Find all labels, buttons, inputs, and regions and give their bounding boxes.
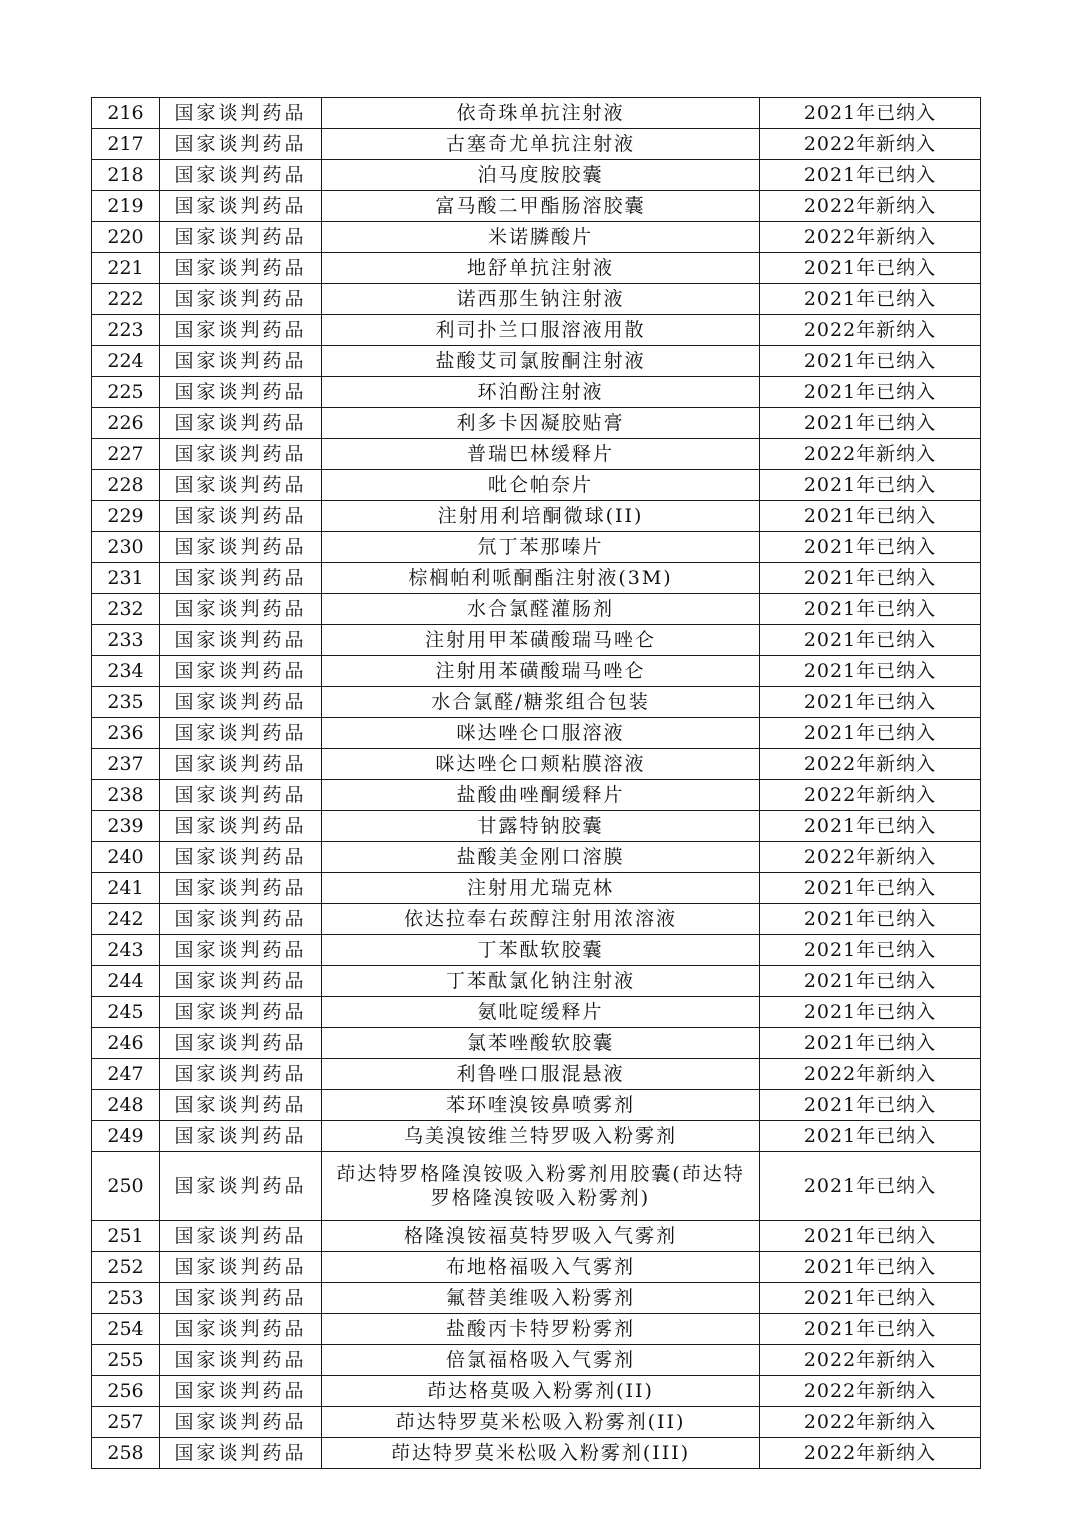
table-row xyxy=(92,749,981,780)
table-row xyxy=(92,625,981,656)
row-status-cell: 2022年新纳入 xyxy=(760,315,981,346)
row-drug-name-cell: 环泊酚注射液 xyxy=(322,377,760,408)
table-row xyxy=(92,1314,981,1345)
row-category-cell: 国家谈判药品 xyxy=(160,780,322,811)
row-status-cell: 2021年已纳入 xyxy=(760,1283,981,1314)
table-row xyxy=(92,1059,981,1090)
table-row xyxy=(92,160,981,191)
row-status-cell: 2021年已纳入 xyxy=(760,284,981,315)
row-category-cell: 国家谈判药品 xyxy=(160,966,322,997)
row-category-cell: 国家谈判药品 xyxy=(160,98,322,129)
row-category-cell: 国家谈判药品 xyxy=(160,842,322,873)
table-row xyxy=(92,129,981,160)
table-row xyxy=(92,904,981,935)
table-row xyxy=(92,1252,981,1283)
row-drug-name-cell: 盐酸艾司氯胺酮注射液 xyxy=(322,346,760,377)
row-number-cell: 251 xyxy=(92,1221,160,1252)
row-drug-name-cell: 依奇珠单抗注射液 xyxy=(322,98,760,129)
row-number-cell: 235 xyxy=(92,687,160,718)
row-category-cell: 国家谈判药品 xyxy=(160,408,322,439)
row-drug-name-cell: 乌美溴铵维兰特罗吸入粉雾剂 xyxy=(322,1121,760,1152)
table-row xyxy=(92,253,981,284)
row-number-cell: 255 xyxy=(92,1345,160,1376)
row-status-cell: 2021年已纳入 xyxy=(760,563,981,594)
row-number-cell: 228 xyxy=(92,470,160,501)
table-row xyxy=(92,501,981,532)
row-drug-name-cell: 注射用甲苯磺酸瑞马唑仑 xyxy=(322,625,760,656)
table-row xyxy=(92,1345,981,1376)
row-category-cell: 国家谈判药品 xyxy=(160,501,322,532)
row-status-cell: 2021年已纳入 xyxy=(760,718,981,749)
row-category-cell: 国家谈判药品 xyxy=(160,1059,322,1090)
row-drug-name-cell: 利鲁唑口服混悬液 xyxy=(322,1059,760,1090)
row-status-cell: 2021年已纳入 xyxy=(760,1152,981,1221)
row-drug-name-cell: 咪达唑仑口颊粘膜溶液 xyxy=(322,749,760,780)
table-row xyxy=(92,1376,981,1407)
row-drug-name-cell: 盐酸曲唑酮缓释片 xyxy=(322,780,760,811)
row-drug-name-cell: 盐酸美金刚口溶膜 xyxy=(322,842,760,873)
row-status-cell: 2022年新纳入 xyxy=(760,1376,981,1407)
row-drug-name-cell: 利多卡因凝胶贴膏 xyxy=(322,408,760,439)
row-status-cell: 2022年新纳入 xyxy=(760,1407,981,1438)
row-drug-name-cell: 水合氯醛灌肠剂 xyxy=(322,594,760,625)
row-number-cell: 241 xyxy=(92,873,160,904)
row-drug-name-cell: 诺西那生钠注射液 xyxy=(322,284,760,315)
table-row xyxy=(92,687,981,718)
row-category-cell: 国家谈判药品 xyxy=(160,904,322,935)
row-number-cell: 220 xyxy=(92,222,160,253)
row-number-cell: 237 xyxy=(92,749,160,780)
row-category-cell: 国家谈判药品 xyxy=(160,656,322,687)
row-status-cell: 2021年已纳入 xyxy=(760,594,981,625)
drug-list-table xyxy=(91,97,981,1469)
row-number-cell: 234 xyxy=(92,656,160,687)
table-row xyxy=(92,284,981,315)
row-drug-name-cell: 地舒单抗注射液 xyxy=(322,253,760,284)
row-number-cell: 233 xyxy=(92,625,160,656)
row-status-cell: 2021年已纳入 xyxy=(760,1252,981,1283)
row-number-cell: 216 xyxy=(92,98,160,129)
row-drug-name-cell: 水合氯醛/糖浆组合包装 xyxy=(322,687,760,718)
row-number-cell: 247 xyxy=(92,1059,160,1090)
row-category-cell: 国家谈判药品 xyxy=(160,935,322,966)
row-category-cell: 国家谈判药品 xyxy=(160,470,322,501)
row-status-cell: 2021年已纳入 xyxy=(760,904,981,935)
row-status-cell: 2021年已纳入 xyxy=(760,377,981,408)
row-category-cell: 国家谈判药品 xyxy=(160,315,322,346)
row-status-cell: 2021年已纳入 xyxy=(760,811,981,842)
row-number-cell: 245 xyxy=(92,997,160,1028)
row-number-cell: 239 xyxy=(92,811,160,842)
row-category-cell: 国家谈判药品 xyxy=(160,1221,322,1252)
row-category-cell: 国家谈判药品 xyxy=(160,1438,322,1469)
table-row xyxy=(92,470,981,501)
row-number-cell: 249 xyxy=(92,1121,160,1152)
row-drug-name-cell: 茚达特罗莫米松吸入粉雾剂(II) xyxy=(322,1407,760,1438)
row-status-cell: 2022年新纳入 xyxy=(760,129,981,160)
row-category-cell: 国家谈判药品 xyxy=(160,222,322,253)
row-drug-name-cell: 苯环喹溴铵鼻喷雾剂 xyxy=(322,1090,760,1121)
table-row xyxy=(92,191,981,222)
row-number-cell: 236 xyxy=(92,718,160,749)
row-category-cell: 国家谈判药品 xyxy=(160,377,322,408)
row-drug-name-cell: 丁苯酞氯化钠注射液 xyxy=(322,966,760,997)
row-drug-name-cell: 盐酸丙卡特罗粉雾剂 xyxy=(322,1314,760,1345)
row-drug-name-cell: 吡仑帕奈片 xyxy=(322,470,760,501)
row-number-cell: 227 xyxy=(92,439,160,470)
row-category-cell: 国家谈判药品 xyxy=(160,1121,322,1152)
row-number-cell: 221 xyxy=(92,253,160,284)
table-row xyxy=(92,594,981,625)
row-drug-name-cell: 咪达唑仑口服溶液 xyxy=(322,718,760,749)
row-number-cell: 258 xyxy=(92,1438,160,1469)
row-number-cell: 231 xyxy=(92,563,160,594)
table-row xyxy=(92,532,981,563)
table-row xyxy=(92,346,981,377)
table-row xyxy=(92,1283,981,1314)
row-drug-name-cell: 富马酸二甲酯肠溶胶囊 xyxy=(322,191,760,222)
row-number-cell: 246 xyxy=(92,1028,160,1059)
row-status-cell: 2022年新纳入 xyxy=(760,749,981,780)
row-category-cell: 国家谈判药品 xyxy=(160,1407,322,1438)
row-number-cell: 218 xyxy=(92,160,160,191)
row-drug-name-cell: 古塞奇尤单抗注射液 xyxy=(322,129,760,160)
row-drug-name-cell: 棕榈帕利哌酮酯注射液(3M) xyxy=(322,563,760,594)
row-category-cell: 国家谈判药品 xyxy=(160,997,322,1028)
row-number-cell: 229 xyxy=(92,501,160,532)
row-drug-name-cell: 泊马度胺胶囊 xyxy=(322,160,760,191)
row-number-cell: 225 xyxy=(92,377,160,408)
table-row xyxy=(92,315,981,346)
row-status-cell: 2021年已纳入 xyxy=(760,935,981,966)
row-drug-name-cell: 氨吡啶缓释片 xyxy=(322,997,760,1028)
row-number-cell: 232 xyxy=(92,594,160,625)
row-number-cell: 223 xyxy=(92,315,160,346)
row-status-cell: 2021年已纳入 xyxy=(760,98,981,129)
row-status-cell: 2021年已纳入 xyxy=(760,625,981,656)
row-status-cell: 2021年已纳入 xyxy=(760,1028,981,1059)
row-status-cell: 2022年新纳入 xyxy=(760,1345,981,1376)
row-status-cell: 2022年新纳入 xyxy=(760,780,981,811)
row-category-cell: 国家谈判药品 xyxy=(160,687,322,718)
row-category-cell: 国家谈判药品 xyxy=(160,811,322,842)
row-drug-name-cell: 利司扑兰口服溶液用散 xyxy=(322,315,760,346)
row-category-cell: 国家谈判药品 xyxy=(160,253,322,284)
row-status-cell: 2021年已纳入 xyxy=(760,1090,981,1121)
row-status-cell: 2022年新纳入 xyxy=(760,1438,981,1469)
row-drug-name-cell: 依达拉奉右莰醇注射用浓溶液 xyxy=(322,904,760,935)
table-row xyxy=(92,1152,981,1221)
row-number-cell: 252 xyxy=(92,1252,160,1283)
row-status-cell: 2021年已纳入 xyxy=(760,1221,981,1252)
row-category-cell: 国家谈判药品 xyxy=(160,1283,322,1314)
table-row xyxy=(92,1028,981,1059)
row-drug-name-cell: 普瑞巴林缓释片 xyxy=(322,439,760,470)
table-row xyxy=(92,408,981,439)
row-drug-name-cell: 米诺膦酸片 xyxy=(322,222,760,253)
row-number-cell: 226 xyxy=(92,408,160,439)
row-number-cell: 222 xyxy=(92,284,160,315)
row-status-cell: 2022年新纳入 xyxy=(760,842,981,873)
row-number-cell: 254 xyxy=(92,1314,160,1345)
row-status-cell: 2022年新纳入 xyxy=(760,191,981,222)
row-drug-name-cell: 氘丁苯那嗪片 xyxy=(322,532,760,563)
row-category-cell: 国家谈判药品 xyxy=(160,718,322,749)
row-category-cell: 国家谈判药品 xyxy=(160,160,322,191)
row-category-cell: 国家谈判药品 xyxy=(160,749,322,780)
row-category-cell: 国家谈判药品 xyxy=(160,439,322,470)
table-row xyxy=(92,1090,981,1121)
row-drug-name-cell: 注射用苯磺酸瑞马唑仑 xyxy=(322,656,760,687)
row-status-cell: 2021年已纳入 xyxy=(760,160,981,191)
table-row xyxy=(92,1121,981,1152)
row-status-cell: 2021年已纳入 xyxy=(760,997,981,1028)
table-row xyxy=(92,935,981,966)
row-status-cell: 2022年新纳入 xyxy=(760,222,981,253)
table-row xyxy=(92,439,981,470)
row-category-cell: 国家谈判药品 xyxy=(160,1376,322,1407)
row-category-cell: 国家谈判药品 xyxy=(160,594,322,625)
row-drug-name-cell: 注射用利培酮微球(II) xyxy=(322,501,760,532)
row-drug-name-cell: 氟替美维吸入粉雾剂 xyxy=(322,1283,760,1314)
row-drug-name-cell: 茚达格莫吸入粉雾剂(II) xyxy=(322,1376,760,1407)
row-number-cell: 230 xyxy=(92,532,160,563)
drug-list-body xyxy=(92,98,981,1469)
row-drug-name-cell: 甘露特钠胶囊 xyxy=(322,811,760,842)
row-drug-name-cell: 布地格福吸入气雾剂 xyxy=(322,1252,760,1283)
row-category-cell: 国家谈判药品 xyxy=(160,625,322,656)
row-status-cell: 2021年已纳入 xyxy=(760,501,981,532)
row-number-cell: 250 xyxy=(92,1152,160,1221)
table-row xyxy=(92,966,981,997)
row-category-cell: 国家谈判药品 xyxy=(160,1252,322,1283)
row-number-cell: 257 xyxy=(92,1407,160,1438)
table-row xyxy=(92,997,981,1028)
row-category-cell: 国家谈判药品 xyxy=(160,1090,322,1121)
row-status-cell: 2021年已纳入 xyxy=(760,966,981,997)
row-number-cell: 224 xyxy=(92,346,160,377)
table-row xyxy=(92,98,981,129)
row-category-cell: 国家谈判药品 xyxy=(160,1345,322,1376)
table-row xyxy=(92,811,981,842)
table-row xyxy=(92,780,981,811)
row-status-cell: 2021年已纳入 xyxy=(760,1314,981,1345)
row-category-cell: 国家谈判药品 xyxy=(160,191,322,222)
table-row xyxy=(92,1407,981,1438)
row-number-cell: 238 xyxy=(92,780,160,811)
row-number-cell: 248 xyxy=(92,1090,160,1121)
row-number-cell: 256 xyxy=(92,1376,160,1407)
row-status-cell: 2021年已纳入 xyxy=(760,656,981,687)
table-row xyxy=(92,563,981,594)
row-drug-name-cell: 氯苯唑酸软胶囊 xyxy=(322,1028,760,1059)
row-number-cell: 240 xyxy=(92,842,160,873)
row-category-cell: 国家谈判药品 xyxy=(160,532,322,563)
table-row xyxy=(92,377,981,408)
table-row xyxy=(92,842,981,873)
row-number-cell: 243 xyxy=(92,935,160,966)
row-status-cell: 2021年已纳入 xyxy=(760,346,981,377)
table-row xyxy=(92,656,981,687)
row-category-cell: 国家谈判药品 xyxy=(160,284,322,315)
row-status-cell: 2021年已纳入 xyxy=(760,1121,981,1152)
row-status-cell: 2021年已纳入 xyxy=(760,687,981,718)
row-number-cell: 244 xyxy=(92,966,160,997)
row-status-cell: 2021年已纳入 xyxy=(760,873,981,904)
row-status-cell: 2021年已纳入 xyxy=(760,408,981,439)
row-drug-name-cell: 丁苯酞软胶囊 xyxy=(322,935,760,966)
table-row xyxy=(92,718,981,749)
table-row xyxy=(92,1438,981,1469)
row-status-cell: 2022年新纳入 xyxy=(760,1059,981,1090)
row-category-cell: 国家谈判药品 xyxy=(160,1152,322,1221)
row-category-cell: 国家谈判药品 xyxy=(160,1028,322,1059)
row-number-cell: 253 xyxy=(92,1283,160,1314)
row-number-cell: 242 xyxy=(92,904,160,935)
row-category-cell: 国家谈判药品 xyxy=(160,1314,322,1345)
table-row xyxy=(92,873,981,904)
row-number-cell: 217 xyxy=(92,129,160,160)
row-category-cell: 国家谈判药品 xyxy=(160,346,322,377)
table-row xyxy=(92,1221,981,1252)
row-drug-name-cell: 茚达特罗格隆溴铵吸入粉雾剂用胶囊(茚达特罗格隆溴铵吸入粉雾剂) xyxy=(322,1152,760,1221)
row-drug-name-cell: 注射用尤瑞克林 xyxy=(322,873,760,904)
row-status-cell: 2021年已纳入 xyxy=(760,470,981,501)
row-category-cell: 国家谈判药品 xyxy=(160,873,322,904)
row-status-cell: 2021年已纳入 xyxy=(760,532,981,563)
row-category-cell: 国家谈判药品 xyxy=(160,563,322,594)
row-drug-name-cell: 格隆溴铵福莫特罗吸入气雾剂 xyxy=(322,1221,760,1252)
table-row xyxy=(92,222,981,253)
row-category-cell: 国家谈判药品 xyxy=(160,129,322,160)
row-status-cell: 2021年已纳入 xyxy=(760,253,981,284)
row-number-cell: 219 xyxy=(92,191,160,222)
row-status-cell: 2022年新纳入 xyxy=(760,439,981,470)
row-drug-name-cell: 茚达特罗莫米松吸入粉雾剂(III) xyxy=(322,1438,760,1469)
row-drug-name-cell: 倍氯福格吸入气雾剂 xyxy=(322,1345,760,1376)
